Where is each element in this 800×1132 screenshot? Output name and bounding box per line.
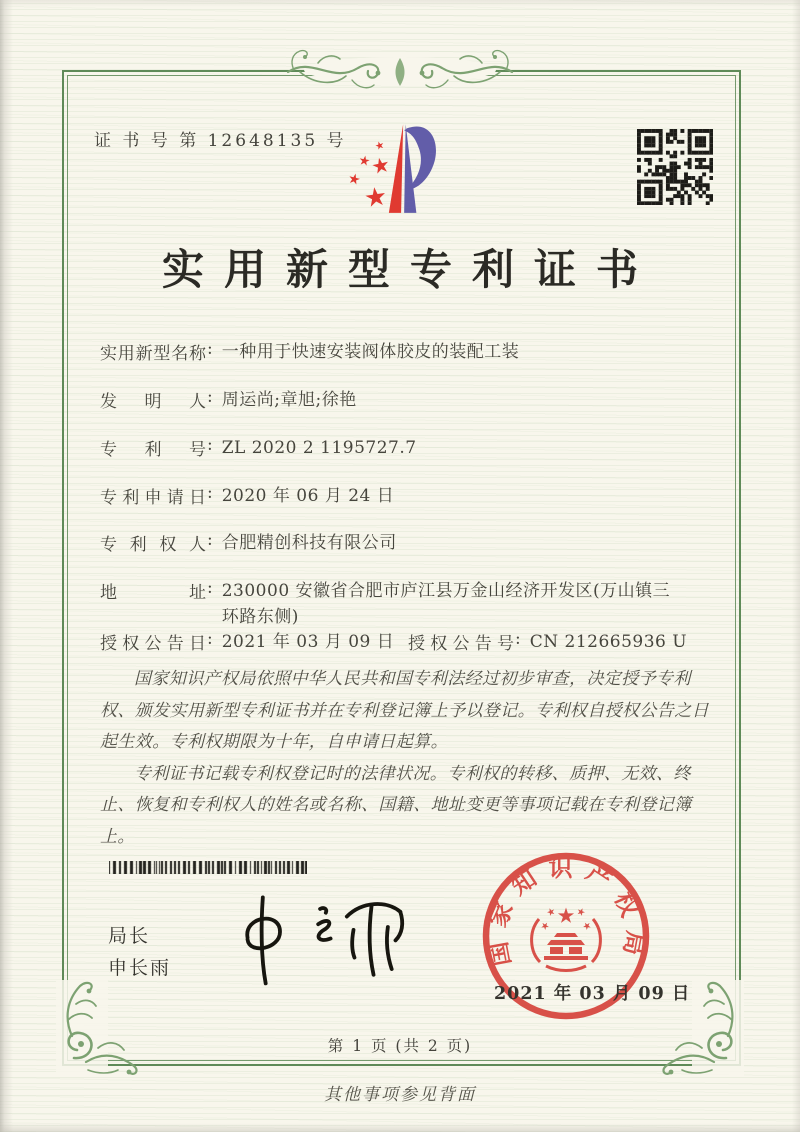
scan-edge-shadow-top [0, 0, 800, 7]
legal-text-block [100, 664, 712, 853]
field-value: 合肥精创科技有限公司 [221, 533, 397, 553]
bottom-left-flourish-ornament [52, 976, 144, 1080]
signer-name-label: 申长雨 [108, 957, 172, 979]
page-indicator: 第 1 页 (共 2 页) [327, 1037, 473, 1055]
field-row-patentee [100, 530, 674, 556]
field-value: 周运尚;章旭;徐艳 [221, 390, 357, 410]
page-title: 实用新型专利证书 [161, 245, 658, 294]
scan-edge-shadow-left [0, 0, 13, 1132]
field-label: 授权公告号 [408, 634, 514, 654]
field-row-inventors [100, 387, 674, 413]
field-row-address [100, 578, 674, 630]
national-emblem-icon [532, 907, 601, 971]
handwritten-signature [232, 886, 412, 991]
field-colon: : [207, 629, 213, 649]
field-row-utility-model-name [100, 339, 674, 365]
field-colon: : [515, 629, 521, 649]
field-value: 2021 年 03 月 09 日 [221, 632, 395, 652]
field-row-patent-number [100, 435, 674, 461]
field-colon: : [207, 578, 213, 598]
field-label: 专利号 [100, 440, 206, 460]
seal-text: 国家知识产权局 [481, 853, 651, 969]
field-row-grant-date [100, 629, 394, 655]
field-value: CN 212665936 U [529, 632, 688, 652]
certificate-number: 证 书 号 第 12648135 号 [94, 131, 347, 151]
field-label: 授权公告日 [100, 634, 206, 654]
field-label: 专利申请日 [100, 488, 206, 508]
field-value: 2020 年 06 月 24 日 [221, 486, 395, 506]
field-label: 地址 [100, 583, 206, 603]
barcode [109, 861, 307, 874]
field-value: 230000 安徽省合肥市庐江县万金山经济开发区(万山镇三环路东侧) [221, 581, 671, 627]
field-label: 实用新型名称 [100, 344, 206, 364]
scan-edge-shadow-bottom [0, 1123, 800, 1132]
field-colon: : [207, 435, 213, 455]
qr-code [637, 129, 713, 205]
field-label: 专利权人 [100, 535, 206, 555]
field-colon: : [207, 530, 213, 550]
signer-role-label: 局长 [108, 925, 151, 947]
scan-edge-shadow-right [792, 0, 800, 1132]
field-row-filing-date [100, 483, 674, 509]
back-note: 其他事项参见背面 [324, 1085, 476, 1105]
legal-paragraph-2: 专利证书记载专利权登记时的法律状况。专利权的转移、质押、无效、终止、恢复和专利权人的姓名或名称、国籍、地址变更等事项记载在专利登记簿上。 [100, 763, 692, 847]
seal-date: 2021 年 03 月 09 日 [494, 984, 691, 1004]
top-flourish-ornament [282, 46, 518, 106]
legal-paragraph-1: 国家知识产权局依照中华人民共和国专利法经过初步审查，决定授予专利权、颁发实用新型专利证书并在专利登记簿上予以登记。专利权自授权公告之日起生效。专利权期限为十年，自申请日起算。 [100, 669, 709, 752]
field-value: ZL 2020 2 1195727.7 [221, 438, 417, 458]
field-colon: : [207, 483, 213, 503]
field-value: 一种用于快速安装阀体胶皮的装配工装 [221, 342, 520, 362]
field-colon: : [207, 339, 213, 359]
field-colon: : [207, 387, 213, 407]
cnipa-logo-icon [340, 116, 452, 218]
field-row-grant-number [408, 629, 687, 655]
field-label: 发明人 [100, 392, 206, 412]
